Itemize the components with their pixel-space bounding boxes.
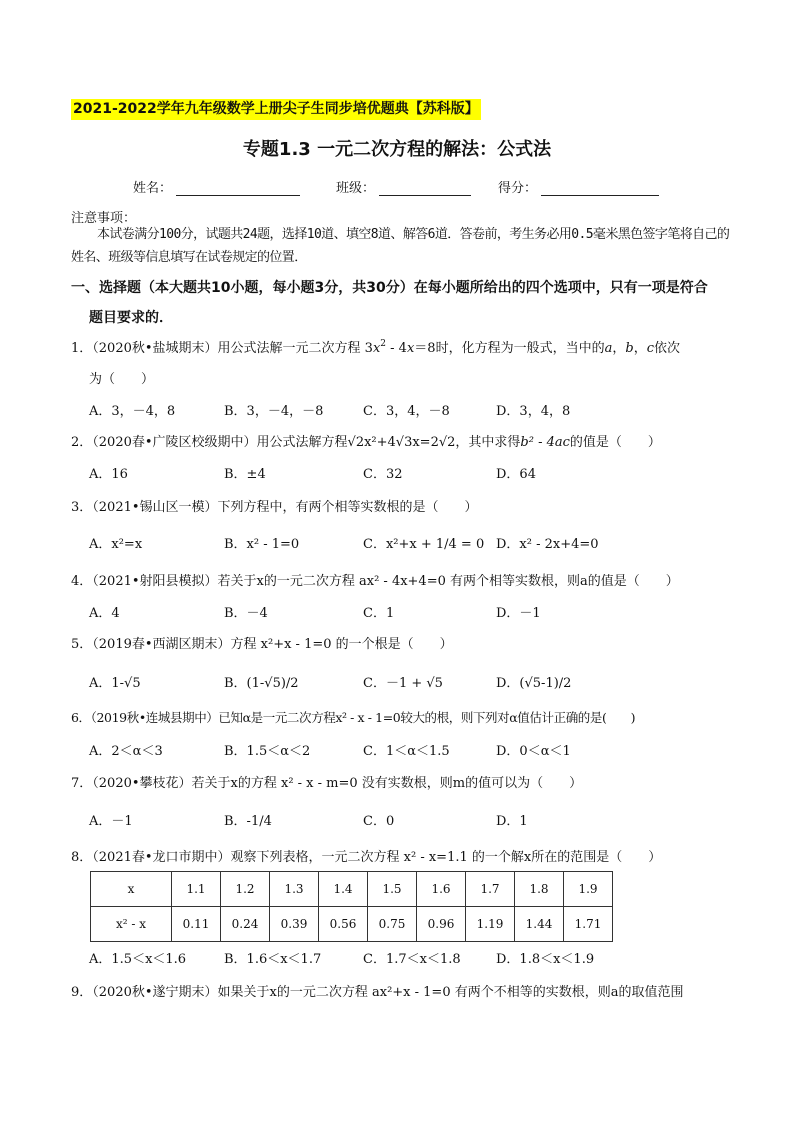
table-row-header-x: x	[91, 872, 172, 907]
table-row	[91, 872, 613, 907]
table-cell: 1.1	[172, 872, 221, 907]
section-heading-line2: 题目要求的．	[89, 310, 173, 326]
name-line	[176, 181, 300, 196]
q1-tail: ＝8时，化方程为一般式，当中的	[414, 341, 605, 356]
q7-option-a[interactable]: A．－1	[89, 814, 133, 829]
table-cell: 1.8	[515, 872, 564, 907]
q4-option-c[interactable]: C．1	[363, 606, 395, 621]
table-cell: 1.44	[515, 907, 564, 942]
table-row	[91, 907, 613, 942]
question-6: 6．（2019秋•连城县期中）已知α是一元二次方程x² - x - 1=0较大的根，则下列对α值估计正确的是( )	[71, 710, 636, 725]
section-heading-line1: 一、选择题（本大题共10小题，每小题3分，共30分）在每小题所给出的四个选项中，只有一项是符合	[71, 280, 708, 296]
table-cell: 1.2	[221, 872, 270, 907]
notice-body: 本试卷满分100分，试题共24题，选择10道、填空8道、解答6道．答卷前，考生务必用0.5毫米黑色签字笔将自己的姓名、班级等信息填写在试卷规定的位置．	[71, 227, 730, 265]
table-row-header-fx: x² - x	[91, 907, 172, 942]
q7-option-c[interactable]: C．0	[363, 814, 395, 829]
q1-mid: - 4	[386, 341, 407, 356]
q2-prefix: 2．（2020春•广陵区校级期中）用公式法解方程	[71, 435, 348, 450]
name-field[interactable]	[133, 177, 300, 196]
q3-option-a[interactable]: A．x²=x	[89, 537, 143, 552]
q4-option-d[interactable]: D．－1	[496, 606, 541, 621]
question-2	[71, 431, 661, 450]
q3-option-d[interactable]: D．x² - 2x+4=0	[496, 537, 599, 552]
table-cell: 0.11	[172, 907, 221, 942]
class-field[interactable]	[336, 177, 471, 196]
table-cell: 1.6	[417, 872, 466, 907]
q1-end: 依次	[653, 341, 680, 356]
q2-discriminant: b² - 4ac	[520, 435, 570, 450]
q8-value-table	[90, 871, 613, 942]
series-banner: 2021-2022学年九年级数学上册尖子生同步培优题典【苏科版】	[71, 99, 481, 120]
table-cell: 0.75	[368, 907, 417, 942]
q3-option-c[interactable]: C．x²+x + 1/4 = 0	[363, 537, 485, 552]
q5-option-a[interactable]: A．1-√5	[89, 676, 141, 691]
q5-option-b[interactable]: B．(1-√5)/2	[224, 676, 299, 691]
question-5: 5．（2019春•西湖区期末）方程 x²+x - 1=0 的一个根是（ ）	[71, 637, 453, 652]
q4-option-a[interactable]: A．4	[89, 606, 120, 621]
question-9: 9．（2020秋•遂宁期末）如果关于x的一元二次方程 ax²+x - 1=0 有两个不相等的实数根，则a的取值范围	[71, 985, 684, 1000]
score-label: 得分：	[498, 181, 538, 196]
name-label: 姓名：	[133, 181, 173, 196]
q5-option-c[interactable]: C．－1 + √5	[363, 676, 443, 691]
q2-option-d[interactable]: D．64	[496, 467, 536, 482]
q6-option-a[interactable]: A．2＜α＜3	[89, 744, 163, 759]
q2-tail: ，其中求得	[455, 435, 521, 450]
q6-option-c[interactable]: C．1＜α＜1.5	[363, 744, 450, 759]
table-cell: 1.4	[319, 872, 368, 907]
table-cell: 1.5	[368, 872, 417, 907]
score-line	[541, 181, 659, 196]
score-field[interactable]	[498, 177, 659, 196]
table-cell: 0.96	[417, 907, 466, 942]
q4-option-b[interactable]: B．－4	[224, 606, 268, 621]
q1-var-x: x	[372, 341, 381, 356]
notice-heading: 注意事项：	[71, 211, 137, 226]
question-8: 8．（2021春•龙口市期中）观察下列表格，一元二次方程 x² - x=1.1 的一个解x所在的范围是（ ）	[71, 850, 662, 865]
q2-option-b[interactable]: B．±4	[224, 467, 266, 482]
q6-option-d[interactable]: D．0＜α＜1	[496, 744, 571, 759]
q3-option-b[interactable]: B．x² - 1=0	[224, 537, 300, 552]
class-line	[379, 181, 471, 196]
class-label: 班级：	[336, 181, 376, 196]
table-cell: 1.71	[564, 907, 613, 942]
table-cell: 1.19	[466, 907, 515, 942]
q1-option-a[interactable]: A．3，－4，8	[89, 404, 176, 419]
q1-sep-2: ，	[633, 341, 647, 356]
q8-option-b[interactable]: B．1.6＜x＜1.7	[224, 952, 322, 967]
question-4: 4．（2021•射阳县模拟）若关于x的一元二次方程 ax² - 4x+4=0 有两个相等实数根，则a的值是（ ）	[71, 574, 679, 589]
section-heading	[71, 273, 731, 333]
q2-option-a[interactable]: A．16	[89, 467, 128, 482]
q6-option-b[interactable]: B．1.5＜α＜2	[224, 744, 311, 759]
q1-prefix: 1．（2020秋•盐城期末）用公式法解一元二次方程 3	[71, 341, 373, 356]
table-cell: 1.9	[564, 872, 613, 907]
q7-option-d[interactable]: D．1	[496, 814, 528, 829]
table-cell: 0.56	[319, 907, 368, 942]
q2-end: 的值是（ ）	[569, 435, 661, 450]
q7-option-b[interactable]: B．-1/4	[224, 814, 272, 829]
q1-option-c[interactable]: C．3，4，－8	[363, 404, 450, 419]
table-cell: 1.3	[270, 872, 319, 907]
table-cell: 0.39	[270, 907, 319, 942]
question-7: 7．（2020•攀枝花）若关于x的方程 x² - x - m=0 没有实数根，则m的值可以为（ ）	[71, 776, 583, 791]
table-cell: 0.24	[221, 907, 270, 942]
q8-option-a[interactable]: A．1.5＜x＜1.6	[89, 952, 187, 967]
q8-option-d[interactable]: D．1.8＜x＜1.9	[496, 952, 595, 967]
q2-option-c[interactable]: C．32	[363, 467, 403, 482]
q1-sep-1: ，	[612, 341, 626, 356]
question-1: 1．（2020秋•盐城期末）用公式法解一元二次方程 $3x^2 - 4x=8$时，化方程为一般式，当中的a，b，c依次	[71, 339, 680, 356]
q1-option-b[interactable]: B．3，－4，－8	[224, 404, 324, 419]
q1-option-d[interactable]: D．3，4，8	[496, 404, 571, 419]
question-3: 3．（2021•锡山区一模）下列方程中，有两个相等实数根的是（ ）	[71, 500, 478, 515]
page-title: 专题1.3 一元二次方程的解法：公式法	[242, 139, 552, 160]
q2-equation: √2x²+4√3x=2√2	[347, 435, 456, 450]
table-cell: 1.7	[466, 872, 515, 907]
q5-option-d[interactable]: D．(√5-1)/2	[496, 676, 572, 691]
q8-option-c[interactable]: C．1.7＜x＜1.8	[363, 952, 461, 967]
q1-line2: 为（ ）	[89, 372, 155, 387]
